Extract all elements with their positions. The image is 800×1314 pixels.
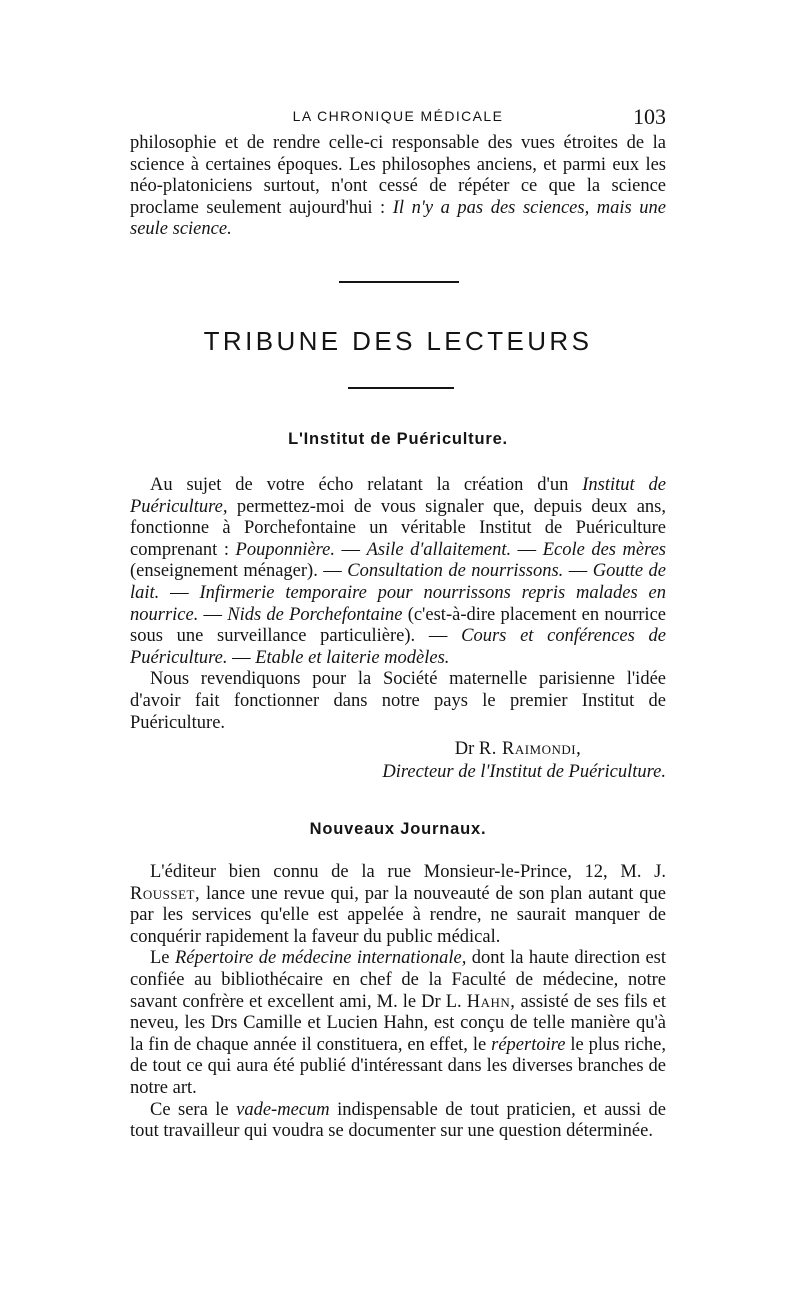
list-item: Goutte de lait. <box>130 561 666 603</box>
text-fragment: Institut de Puériculture, <box>130 475 666 517</box>
text-fragment: indispensable de tout praticien, et aussi de tout travailleur qui voudra se documenter sur une question déterminée. <box>130 1099 667 1142</box>
list-item: Cours et conférences de Puériculture. <box>130 626 667 668</box>
signature-title-text: Directeur de l'Institut de Puériculture. <box>382 762 666 782</box>
text-fragment: le plus riche, de tout ce qui aura été publié d'intéressant dans les diverses branches de notre art. <box>130 1034 666 1098</box>
intro-text: philosophie et de rendre celle-ci responsable des vues étroites de la science à certaines époques. Les philosophes anciens, et parmi eux les néo-platoniciens surtout, n'ont cessé de répéter ce que la science proclame seulement aujourd'hui : <box>130 133 666 218</box>
intro-paragraph <box>130 133 666 241</box>
list-item: Ecole des mères <box>542 539 667 560</box>
publication-title: Répertoire de médecine internationale, <box>174 948 467 969</box>
text-fragment: L'éditeur bien connu de la rue Monsieur-le-Prince, 12, M. J. <box>150 862 666 882</box>
signature-block <box>300 738 666 784</box>
signature-title <box>300 761 666 784</box>
section-title: TRIBUNE DES LECTEURS <box>203 326 593 356</box>
article-institut <box>130 475 666 734</box>
list-item: Etable et laiterie modèles. <box>255 647 450 668</box>
text-fragment: permettez-moi de vous signaler que, depuis deux ans, fonctionne à Porchefontaine un véritable Institut de Puériculture comprenant : <box>130 496 666 560</box>
signature-name <box>300 738 666 761</box>
signature-surname: R. Raimondi, <box>478 739 582 759</box>
text-fragment: répertoire <box>491 1034 566 1055</box>
text-fragment: vade-mecum <box>236 1099 330 1120</box>
article-heading-institut: L'Institut de Puériculture. <box>288 430 508 448</box>
article-journaux-paragraph-1 <box>130 862 666 948</box>
list-item: Asile d'allaitement. <box>366 539 512 560</box>
list-item-note: (enseignement ménager). <box>130 561 318 582</box>
list-item: Pouponnière. <box>235 539 336 560</box>
article-institut-paragraph-2: Nous revendiquons pour la Société maternelle parisienne l'idée d'avoir fait fonctionner dans notre pays le premier Institut de Puériculture. <box>130 669 666 733</box>
text-fragment: dont la haute direction est confiée au bibliothécaire en chef de la Faculté de médecine, notre savant confrère et excellent ami, M. le Dr L. <box>130 948 667 1012</box>
text-fragment: lance une revue qui, par la nouveauté de son plan autant que par les services qu'elle est appelée à rendre, ne saurait manquer de conquérir rapidement la faveur du public médical. <box>130 883 667 947</box>
running-title: LA CHRONIQUE MÉDICALE <box>292 108 504 124</box>
section-rule-bottom <box>348 387 454 389</box>
text-fragment: Ce sera le <box>150 1099 229 1120</box>
intro-quote: Il n'y a pas des sciences, mais une seule science. <box>130 197 667 240</box>
section-rule-top <box>339 281 459 283</box>
person-name: Rousset, <box>130 883 201 904</box>
signature-prefix: Dr <box>454 739 475 759</box>
list-item: Infirmerie temporaire pour nourrissons repris malades en nourrice. <box>130 582 666 625</box>
article-journaux-paragraph-2 <box>130 948 666 1099</box>
list-item: Consultation de nourrissons. <box>347 561 564 582</box>
article-journaux-paragraph-3 <box>130 1100 666 1143</box>
article-heading-journaux: Nouveaux Journaux. <box>309 820 487 838</box>
text-fragment: Le <box>150 948 170 969</box>
list-item-note: (c'est-à-dire placement en nourrice sous une surveillance particulière). <box>130 604 666 647</box>
text-fragment: assisté de ses fils et neveu, les Drs Camille et Lucien Hahn, est conçu de telle manière qu'à la fin de chaque année il constituera, en effet, le <box>130 991 667 1055</box>
running-header <box>130 104 666 132</box>
person-name: Hahn, <box>466 991 516 1012</box>
page-number: 103 <box>633 104 666 129</box>
article-journaux <box>130 862 666 1143</box>
article-institut-paragraph-1: Au sujet de votre écho relatant la création d'un Institut de Puériculture, permettez-moi de vous signaler que, depuis deux ans, fonctionne à Porchefontaine un véritable Institut de Puériculture comprenant : Pouponnière. — Asile d'allaitement. — Ecole des mères (enseignement ménager). — Consultation de nourrissons. — Goutte de lait. — Infirmerie temporaire pour nourrissons repris malades en nourrice. — Nids de Porchefontaine (c'est-à-dire placement en nourrice sous une surveillance particulière). — Cours et conférences de Puériculture. — Etable et laiterie modèles. <box>130 475 667 668</box>
list-item: Nids de Porchefontaine <box>227 604 403 625</box>
text-fragment: Au sujet de votre écho relatant la création d'un <box>150 475 569 495</box>
